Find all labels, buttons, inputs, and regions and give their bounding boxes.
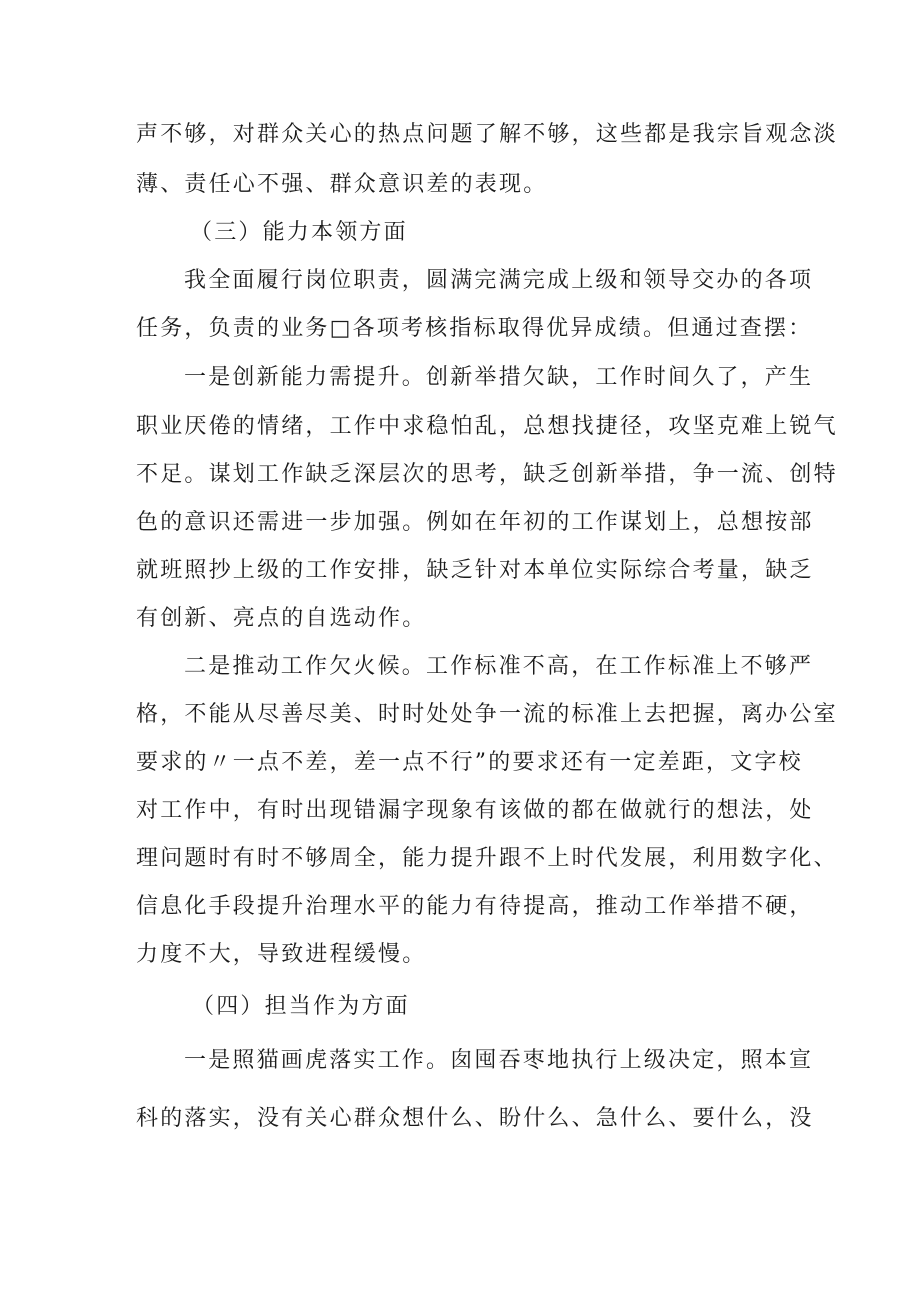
paragraph-line: 不足。谋划工作缺乏深层次的思考，缺乏创新举措，争一流、创特 <box>136 462 838 487</box>
paragraph-line: 薄、责任心不强、群众意识差的表现。 <box>136 172 548 197</box>
paragraph-line: 任务，负责的业务□各项考核指标取得优异成绩。但通过查摆： <box>136 316 813 341</box>
paragraph-line: 格，不能从尽善尽美、时时处处争一流的标准上去把握，离办公室 <box>136 702 838 727</box>
paragraph-line: 色的意识还需进一步加强。例如在年初的工作谋划上，总想按部 <box>136 510 814 535</box>
paragraph-line: 职业厌倦的情绪，工作中求稳怕乱，总想找捷径，攻坚克难上锐气 <box>136 414 838 439</box>
paragraph-line: 就班照抄上级的工作安排，缺乏针对本单位实际综合考量，缺乏 <box>136 558 814 583</box>
paragraph-line: 一是照猫画虎落实工作。囱囤吞枣地执行上级决定，照本宣 <box>184 1048 814 1073</box>
paragraph-line: 信息化手段提升治理水平的能力有待提高，推动工作举措不硬， <box>136 894 814 919</box>
paragraph-line: 理问题时有时不够周全，能力提升跟不上时代发展，利用数字化、 <box>136 846 838 871</box>
paragraph-line: 有创新、亮点的自选动作。 <box>136 606 427 631</box>
paragraph-line: 我全面履行岗位职责，圆满完满完成上级和领导交办的各项 <box>184 268 814 293</box>
paragraph-line: 要求的〃一点不差，差一点不行”的要求还有一定差距，文字校 <box>136 750 803 775</box>
paragraph-line: 声不够，对群众关心的热点问题了解不够，这些都是我宗旨观念淡 <box>136 122 838 147</box>
paragraph-line: 二是推动工作欠火候。工作标准不高，在工作标准上不够严 <box>184 654 814 679</box>
paragraph-line: 对工作中，有时出现错漏字现象有该做的都在做就行的想法，处 <box>136 798 814 823</box>
paragraph-line: 科的落实，没有关心群众想什么、盼什么、急什么、要什么，没 <box>136 1106 814 1131</box>
section-heading-3: （三）能力本领方面 <box>190 220 408 245</box>
section-heading-4: （四）担当作为方面 <box>192 994 410 1019</box>
paragraph-line: 一是创新能力需提升。创新举措欠缺，工作时间久了，产生 <box>184 365 814 390</box>
paragraph-line: 力度不大，导致进程缓慢。 <box>136 942 427 967</box>
